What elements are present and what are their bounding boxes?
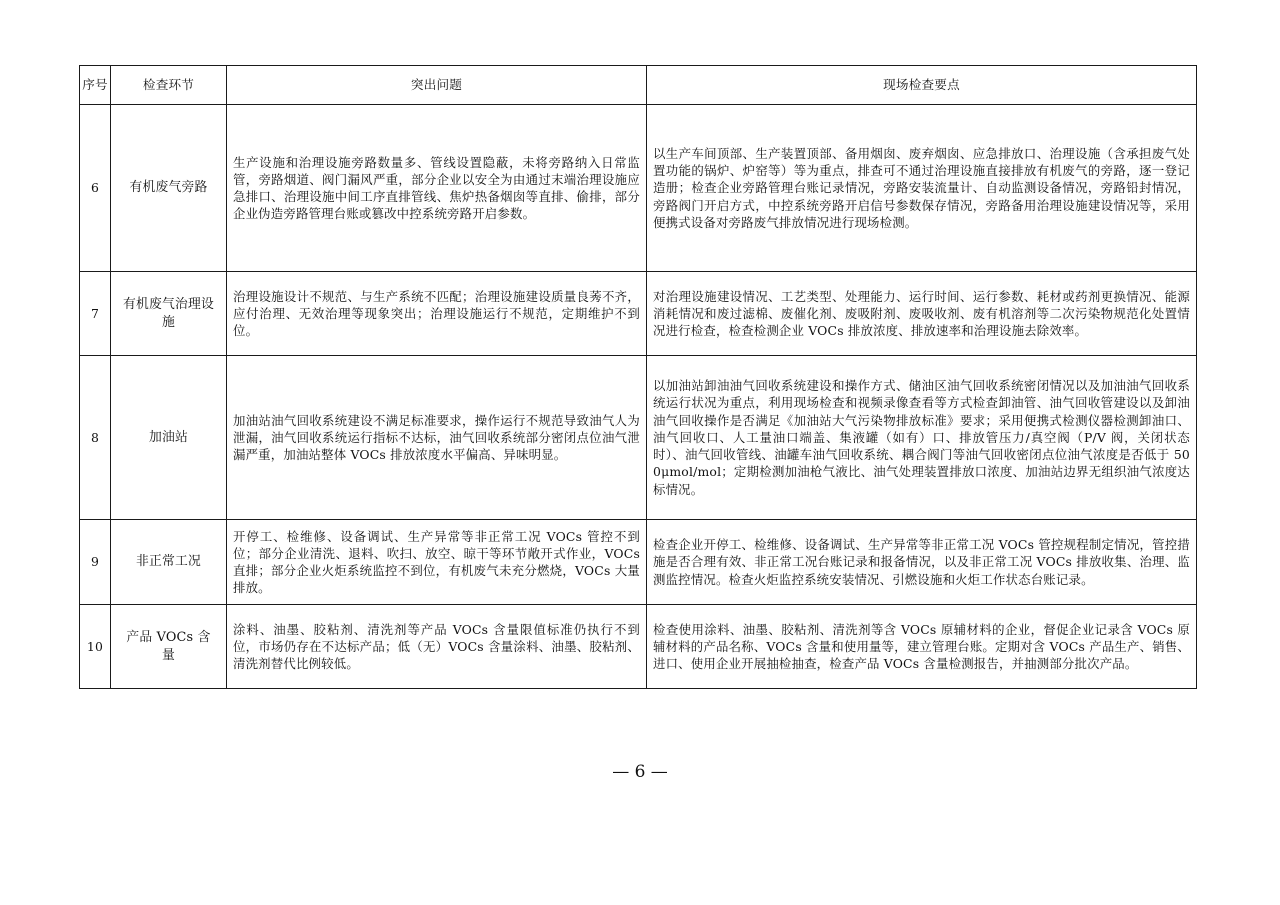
header-inspection-stage: 检查环节 — [111, 66, 227, 105]
row-number: 8 — [80, 356, 111, 520]
row-inspection-point: 检查使用涂料、油墨、胶粘剂、清洗剂等含 VOCs 原辅材料的企业，督促企业记录含 VOCs 原辅材料的产品名称、VOCs 含量和使用量等，建立管理台账。定期对含 VOCs 产品生产、销售、进口、使用企业开展抽检抽查，检查产品 VOCs 含量检测报告，并抽测部分批次产品。 — [647, 605, 1197, 689]
row-issue: 开停工、检维修、设备调试、生产异常等非正常工况 VOCs 管控不到位；部分企业清洗、退料、吹扫、放空、晾干等环节敞开式作业，VOCs 直排；部分企业火炬系统监控不到位，有机废气未充分燃烧，VOCs 大量排放。 — [227, 520, 647, 605]
row-stage: 产品 VOCs 含量 — [111, 605, 227, 689]
row-stage: 加油站 — [111, 356, 227, 520]
row-issue: 涂料、油墨、胶粘剂、清洗剂等产品 VOCs 含量限值标准仍执行不到位，市场仍存在不达标产品；低（无）VOCs 含量涂料、油墨、胶粘剂、清洗剂替代比例较低。 — [227, 605, 647, 689]
row-number: 10 — [80, 605, 111, 689]
row-inspection-point: 检查企业开停工、检维修、设备调试、生产异常等非正常工况 VOCs 管控规程制定情况，管控措施是否合理有效、非正常工况台账记录和报备情况，以及非正常工况 VOCs 排放收集、治理、监测监控情况。检查火炬监控系统安装情况、引燃设施和火炬工作状态台账记录。 — [647, 520, 1197, 605]
row-number: 7 — [80, 272, 111, 356]
row-stage: 有机废气旁路 — [111, 105, 227, 272]
row-inspection-point: 以加油站卸油油气回收系统建设和操作方式、储油区油气回收系统密闭情况以及加油油气回收系统运行状况为重点，利用现场检查和视频录像查看等方式检查卸油管、油气回收管建设以及卸油油气回收操作是否满足《加油站大气污染物排放标准》要求；采用便携式检测仪器检测卸油口、油气回收口、人工量油口端盖、集液罐（如有）口、排放管压力/真空阀（P/V 阀，关闭状态时）、油气回收管线、油罐车油气回收系统、耦合阀门等油气回收密闭点位油气浓度是否低于 500μmol/mol；定期检测加油枪气液比、油气处理装置排放口浓度、加油站边界无组织油气浓度达标情况。 — [647, 356, 1197, 520]
header-onsite-inspection-points: 现场检查要点 — [647, 66, 1197, 105]
row-issue: 治理设施设计不规范、与生产系统不匹配；治理设施建设质量良莠不齐，应付治理、无效治理等现象突出；治理设施运行不规范，定期维护不到位。 — [227, 272, 647, 356]
table-row — [80, 105, 1197, 272]
table-row — [80, 356, 1197, 520]
page-number: — 6 — — [612, 762, 668, 782]
table-row — [80, 520, 1197, 605]
row-number: 9 — [80, 520, 111, 605]
row-number: 6 — [80, 105, 111, 272]
row-stage: 有机废气治理设施 — [111, 272, 227, 356]
row-issue: 加油站油气回收系统建设不满足标准要求，操作运行不规范导致油气人为泄漏，油气回收系统运行指标不达标，油气回收系统部分密闭点位油气泄漏严重，加油站整体 VOCs 排放浓度水平偏高、异味明显。 — [227, 356, 647, 520]
row-inspection-point: 以生产车间顶部、生产装置顶部、备用烟囱、废弃烟囱、应急排放口、治理设施（含承担废气处置功能的锅炉、炉窑等）等为重点，排查可不通过治理设施直接排放有机废气的旁路，逐一登记造册；检查企业旁路管理台账记录情况，旁路安装流量计、自动监测设备情况，旁路铅封情况，旁路阀门开启方式，中控系统旁路开启信号参数保存情况，旁路备用治理设施建设情况等，采用便携式设备对旁路废气排放情况进行现场检测。 — [647, 105, 1197, 272]
row-issue: 生产设施和治理设施旁路数量多、管线设置隐蔽，未将旁路纳入日常监管，旁路烟道、阀门漏风严重，部分企业以安全为由通过末端治理设施应急排口、治理设施中间工序直排管线、焦炉热备烟囱等直排、偷排，部分企业伪造旁路管理台账或篡改中控系统旁路开启参数。 — [227, 105, 647, 272]
table-header-row — [80, 66, 1197, 105]
table-row — [80, 605, 1197, 689]
header-prominent-issues: 突出问题 — [227, 66, 647, 105]
row-inspection-point: 对治理设施建设情况、工艺类型、处理能力、运行时间、运行参数、耗材或药剂更换情况、能源消耗情况和废过滤棉、废催化剂、废吸附剂、废吸收剂、废有机溶剂等二次污染物规范化处置情况进行检查，检查检测企业 VOCs 排放浓度、排放速率和治理设施去除效率。 — [647, 272, 1197, 356]
header-serial-number: 序号 — [80, 66, 111, 105]
row-stage: 非正常工况 — [111, 520, 227, 605]
inspection-table — [79, 65, 1197, 689]
table-row — [80, 272, 1197, 356]
